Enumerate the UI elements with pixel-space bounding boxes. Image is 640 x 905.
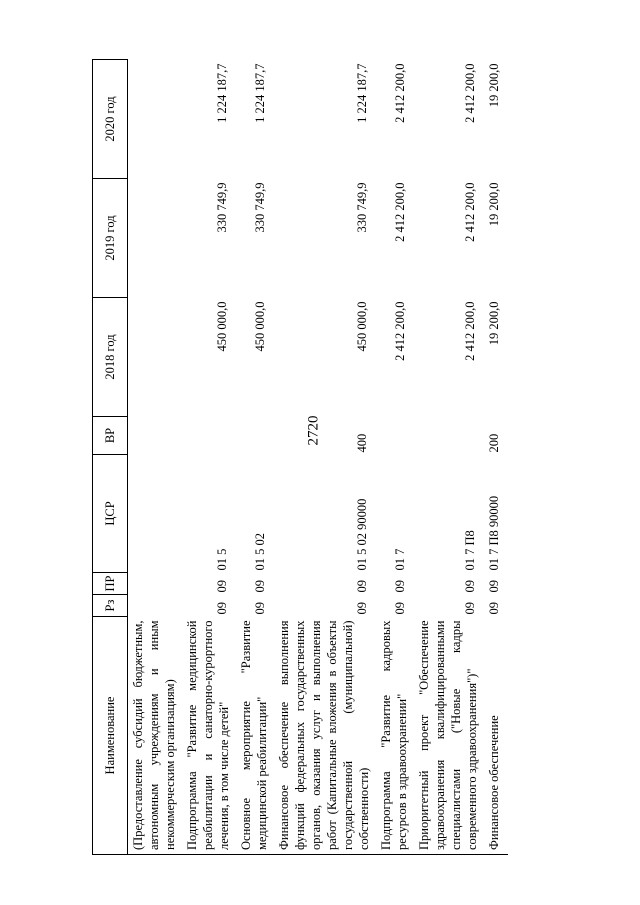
- row-rz: 09: [355, 602, 369, 615]
- row-pr: 09: [215, 580, 229, 593]
- row-pr: 09: [487, 580, 501, 593]
- row-2019: 2 412 200,0: [463, 182, 477, 242]
- header-pr: ПР: [93, 573, 128, 595]
- row-name: Финансовое обеспечение выполнения функций федеральных государственных органов, оказания услуг и выполнения работ (Капитальные вложения в объекты государственной (муниципальной) собственности): [274, 617, 376, 855]
- row-name: Основное мероприятие "Развитие медицинской реабилитации": [236, 617, 274, 855]
- row-pr: [128, 573, 183, 595]
- table-row: [484, 60, 508, 855]
- row-vr: [182, 417, 236, 455]
- row-rz: [128, 595, 183, 617]
- row-name: Приоритетный проект "Обеспечение здравоохранения квалифицированными специалистами ("Новые кадры современного здравоохранения")": [414, 617, 484, 855]
- row-2019: 330 749,9: [355, 182, 369, 233]
- row-csr: 01 5 02: [253, 533, 267, 571]
- header-rz: Рз: [93, 595, 128, 617]
- row-2018: 2 412 200,0: [463, 301, 477, 361]
- row-pr: 09: [253, 580, 267, 593]
- row-2019: 2 412 200,0: [393, 182, 407, 242]
- row-2019: 330 749,9: [215, 182, 229, 233]
- row-name: Подпрограмма "Развитие медицинской реабилитации и санаторно-курортного лечения, в том числе детей": [182, 617, 236, 855]
- row-2020: 1 224 187,7: [253, 63, 267, 123]
- rotated-page: [92, 60, 574, 855]
- row-csr: 01 7 П8 90000: [487, 495, 501, 571]
- budget-table: [92, 59, 508, 855]
- header-csr: ЦСР: [93, 455, 128, 573]
- row-pr: 09: [355, 580, 369, 593]
- row-csr: 01 5 02 90000: [355, 498, 369, 571]
- table-row: [182, 60, 236, 855]
- row-vr: [376, 417, 414, 455]
- row-rz: 09: [215, 602, 229, 615]
- row-name: Финансовое обеспечение: [484, 617, 508, 855]
- row-2018: [128, 298, 183, 417]
- row-2019: [128, 179, 183, 298]
- header-2019: 2019 год: [93, 179, 128, 298]
- row-2018: 450 000,0: [215, 301, 229, 352]
- table-row: [376, 60, 414, 855]
- table-row: [128, 60, 183, 855]
- row-2020: 2 412 200,0: [463, 63, 477, 123]
- header-2018: 2018 год: [93, 298, 128, 417]
- row-pr: 09: [393, 580, 407, 593]
- header-name: Наименование: [93, 617, 128, 855]
- row-rz: 09: [393, 602, 407, 615]
- row-vr: 200: [487, 433, 501, 453]
- row-2018: 2 412 200,0: [393, 301, 407, 361]
- row-rz: 09: [253, 602, 267, 615]
- row-2020: 19 200,0: [487, 63, 501, 108]
- row-2018: 450 000,0: [355, 301, 369, 352]
- row-vr: [414, 417, 484, 455]
- header-2020: 2020 год: [93, 60, 128, 179]
- header-row: [93, 60, 128, 855]
- row-csr: 01 7 П8: [463, 530, 477, 571]
- row-rz: 09: [487, 602, 501, 615]
- row-2019: 330 749,9: [253, 182, 267, 233]
- page-number: 2720: [305, 415, 322, 446]
- row-vr: [236, 417, 274, 455]
- header-vr: ВР: [93, 417, 128, 455]
- row-2020: 2 412 200,0: [393, 63, 407, 123]
- table-row: [274, 60, 376, 855]
- row-rz: 09: [463, 602, 477, 615]
- table-row: [414, 60, 484, 855]
- row-2020: 1 224 187,7: [355, 63, 369, 123]
- row-2020: 1 224 187,7: [215, 63, 229, 123]
- table-row: [236, 60, 274, 855]
- row-csr: 01 7: [393, 548, 407, 571]
- row-2019: 19 200,0: [487, 182, 501, 227]
- row-csr: 01 5: [215, 548, 229, 571]
- row-name: (Предоставление субсидий бюджетным, автономным учреждениям и иным некоммерческим организациям): [128, 617, 183, 855]
- row-pr: 09: [463, 580, 477, 593]
- row-vr: 400: [355, 433, 369, 453]
- row-vr: [128, 417, 183, 455]
- row-name: Подпрограмма "Развитие кадровых ресурсов в здравоохранении": [376, 617, 414, 855]
- row-2018: 450 000,0: [253, 301, 267, 352]
- row-2020: [128, 60, 183, 179]
- row-2018: 19 200,0: [487, 301, 501, 346]
- row-csr: [128, 455, 183, 573]
